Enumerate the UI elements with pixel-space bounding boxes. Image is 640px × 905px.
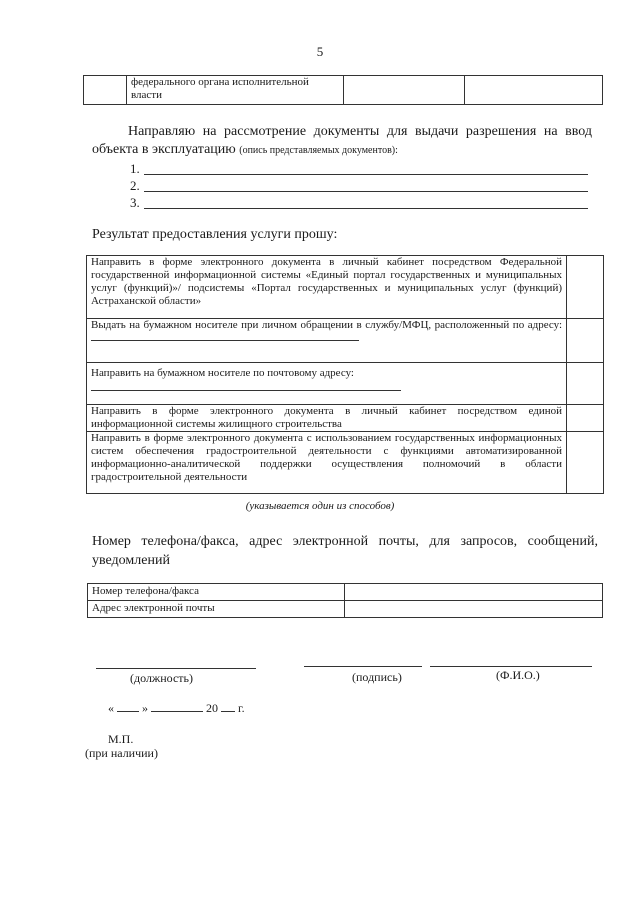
day-blank[interactable] xyxy=(117,711,139,712)
contact-row xyxy=(88,601,603,618)
option-checkbox[interactable] xyxy=(567,256,604,319)
intro-text: Направляю на рассмотрение документы для выдачи разрешения на ввод объекта в эксплуатацию xyxy=(92,124,592,157)
option-text xyxy=(87,319,567,363)
doc-line-1 xyxy=(130,161,140,177)
option-checkbox[interactable] xyxy=(567,363,604,405)
date-line xyxy=(108,701,245,716)
option-label: Выдать на бумажном носителе при личном обращении в службу/МФЦ, расположенный по адресу: xyxy=(91,319,562,331)
signature-line xyxy=(304,666,422,667)
doc-line-number: 2. xyxy=(130,178,140,193)
option-text: Направить в форме электронного документа в личный кабинет посредством Федеральной государственной информационной системы «Единый портал государственных и муниципальных услуг (функций)»/ подсистемы «Портал государственных и муниципальных услуг (функций) Астраханской области» xyxy=(87,256,567,319)
name-line xyxy=(430,666,592,667)
contact-label: Номер телефона/факса xyxy=(88,584,345,601)
top-table-text-cell: федерального органа исполнительной власти xyxy=(127,76,344,105)
phone-input-cell[interactable] xyxy=(345,584,603,601)
option-text: Направить в форме электронного документа с использованием государственных информационных систем обеспечения градостроительной деятельности с функциями автоматизированной информационно-аналитической поддержки осуществления полномочий в области градостроительной деятельности xyxy=(87,432,567,494)
doc-line-number: 3. xyxy=(130,195,140,210)
contact-table xyxy=(87,583,603,618)
option-row xyxy=(87,319,604,363)
option-text xyxy=(87,363,567,405)
doc-line-3 xyxy=(130,195,140,211)
year-blank[interactable] xyxy=(221,711,235,712)
doc-line-number: 1. xyxy=(130,161,140,176)
result-options-table xyxy=(86,255,604,494)
contact-heading: Номер телефона/факса, адрес электронной почты, для запросов, сообщений, уведомлений xyxy=(92,534,598,568)
email-input-cell[interactable] xyxy=(345,601,603,618)
option-checkbox[interactable] xyxy=(567,405,604,432)
top-table-empty-cell xyxy=(465,76,603,105)
result-heading: Результат предоставления услуги прошу: xyxy=(92,227,338,242)
option-row xyxy=(87,405,604,432)
quote-open: « xyxy=(108,701,114,715)
top-table xyxy=(83,75,603,105)
option-row xyxy=(87,432,604,494)
option-row xyxy=(87,363,604,405)
year-suffix: г. xyxy=(238,701,245,715)
position-line xyxy=(96,668,256,669)
name-caption: (Ф.И.О.) xyxy=(496,668,540,682)
signature-caption: (подпись) xyxy=(352,670,402,684)
option-text: Направить в форме электронного документа в личный кабинет посредством единой информационной системы жилищного строительства xyxy=(87,405,567,432)
option-row xyxy=(87,256,604,319)
top-table-empty-cell xyxy=(84,76,127,105)
option-checkbox[interactable] xyxy=(567,319,604,363)
stamp-note: (при наличии) xyxy=(85,746,158,760)
contact-label: Адрес электронной почты xyxy=(88,601,345,618)
top-table-empty-cell xyxy=(344,76,465,105)
quote-close: » xyxy=(142,701,148,715)
address-blank[interactable] xyxy=(91,340,359,341)
option-checkbox[interactable] xyxy=(567,432,604,494)
year-prefix: 20 xyxy=(206,701,218,715)
option-label: Направить на бумажном носителе по почтовому адресу: xyxy=(91,367,354,379)
intro-paragraph xyxy=(92,123,592,160)
position-caption: (должность) xyxy=(130,671,193,685)
postal-address-blank[interactable] xyxy=(91,380,401,391)
doc-line-2 xyxy=(130,178,140,194)
page-number: 5 xyxy=(316,44,324,59)
stamp-label: М.П. xyxy=(108,732,134,746)
options-note: (указывается один из способов) xyxy=(245,500,395,512)
month-blank[interactable] xyxy=(151,711,203,712)
intro-small-text: (опись представляемых документов): xyxy=(239,145,398,156)
contact-row xyxy=(88,584,603,601)
